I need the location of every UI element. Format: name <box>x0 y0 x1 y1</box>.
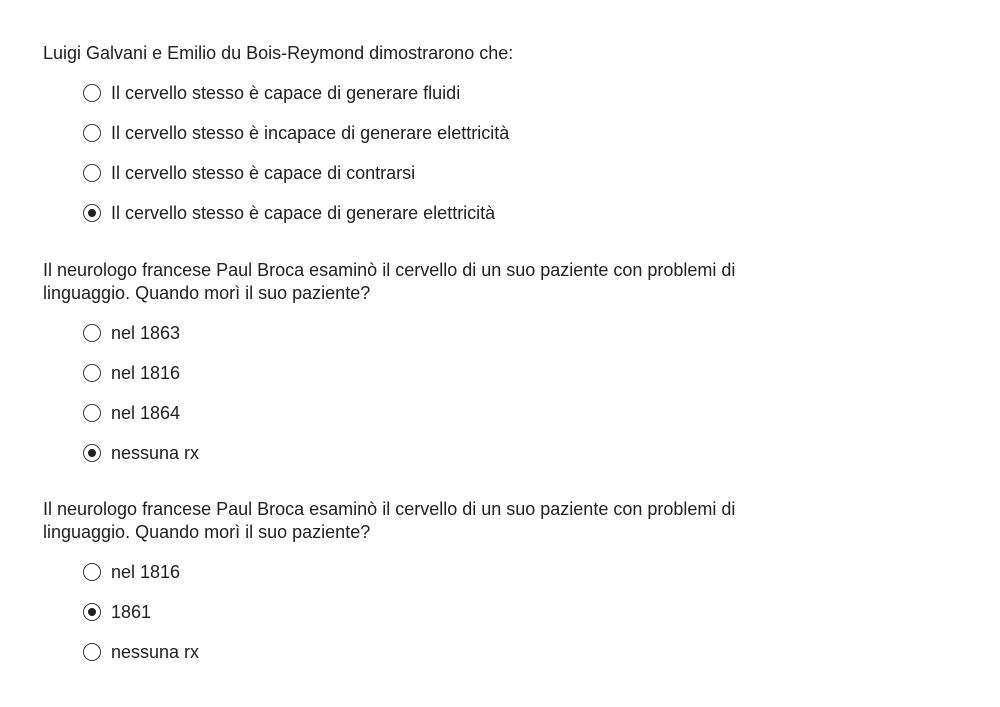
radio-button[interactable] <box>83 404 101 422</box>
option-label: nel 1816 <box>111 363 181 383</box>
radio-button[interactable] <box>83 84 101 102</box>
option-radio[interactable] <box>83 401 743 425</box>
radio-button[interactable] <box>83 324 101 342</box>
option-label: nel 1863 <box>111 323 181 343</box>
question-3-text: Il neurologo francese Paul Broca esaminò il cervello di un suo paziente con problemi di linguaggio. Quando morì il suo paziente? <box>43 499 736 542</box>
option-label: nel 1816 <box>111 562 181 582</box>
question-2 <box>43 259 743 481</box>
option-label: 1861 <box>111 602 152 622</box>
option-radio[interactable] <box>83 161 743 185</box>
option-radio[interactable] <box>83 201 743 225</box>
question-3 <box>43 498 743 680</box>
radio-button[interactable] <box>83 643 101 661</box>
radio-button[interactable] <box>83 563 101 581</box>
option-radio[interactable] <box>83 600 743 624</box>
option-radio[interactable] <box>83 321 743 345</box>
radio-button[interactable] <box>83 164 101 182</box>
radio-button[interactable] <box>83 444 101 462</box>
option-label: Il cervello stesso è capace di generare fluidi <box>111 83 461 103</box>
option-radio[interactable] <box>83 81 743 105</box>
radio-button[interactable] <box>83 364 101 382</box>
option-radio[interactable] <box>83 441 743 465</box>
question-3-options <box>83 560 743 664</box>
option-label: nel 1864 <box>111 403 181 423</box>
option-label: nessuna rx <box>111 443 200 463</box>
question-1 <box>43 42 743 241</box>
option-radio[interactable] <box>83 121 743 145</box>
radio-button[interactable] <box>83 124 101 142</box>
question-2-options <box>83 321 743 465</box>
question-1-options <box>83 81 743 225</box>
option-radio[interactable] <box>83 640 743 664</box>
radio-button[interactable] <box>83 603 101 621</box>
option-radio[interactable] <box>83 560 743 584</box>
option-label: Il cervello stesso è capace di contrarsi <box>111 163 416 183</box>
option-label: Il cervello stesso è capace di generare elettricità <box>111 203 496 223</box>
radio-button[interactable] <box>83 204 101 222</box>
option-radio[interactable] <box>83 361 743 385</box>
question-2-text: Il neurologo francese Paul Broca esaminò il cervello di un suo paziente con problemi di linguaggio. Quando morì il suo paziente? <box>43 260 736 303</box>
option-label: nessuna rx <box>111 642 200 662</box>
option-label: Il cervello stesso è incapace di generare elettricità <box>111 123 510 143</box>
question-1-text: Luigi Galvani e Emilio du Bois-Reymond dimostrarono che: <box>43 43 514 63</box>
